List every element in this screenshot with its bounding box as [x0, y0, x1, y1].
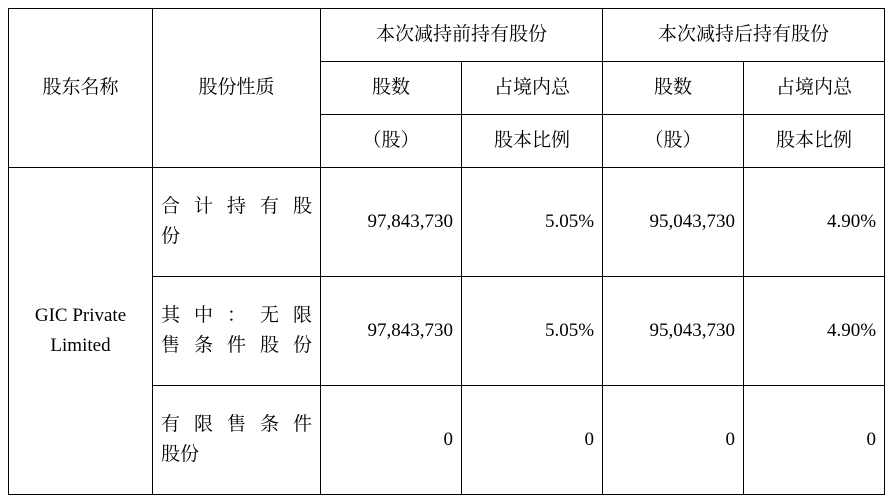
cell-before-shares-restricted: 0 [321, 386, 462, 495]
header-shareholder-name: 股东名称 [9, 9, 153, 168]
share-nature-unrestricted-line2: 售条件股份 [161, 335, 312, 356]
header-before-shares-count: 股数 [321, 62, 462, 115]
cell-after-shares-restricted: 0 [603, 386, 744, 495]
cell-shareholder-name [9, 168, 153, 495]
share-nature-restricted-line1: 有限售条件 [161, 414, 312, 435]
cell-after-shares-total: 95,043,730 [603, 168, 744, 277]
share-nature-unrestricted-line1: 其中：无限 [161, 305, 312, 326]
header-group-after: 本次减持后持有股份 [603, 9, 885, 62]
share-nature-total-line2: 份 [161, 226, 181, 247]
header-before-ratio-line2: 股本比例 [462, 115, 603, 168]
header-before-ratio-line1: 占境内总 [462, 62, 603, 115]
cell-before-ratio-unrestricted: 5.05% [462, 277, 603, 386]
header-group-before: 本次减持前持有股份 [321, 9, 603, 62]
header-after-ratio-line1: 占境内总 [744, 62, 885, 115]
cell-after-ratio-unrestricted: 4.90% [744, 277, 885, 386]
shareholding-change-table [8, 8, 885, 495]
cell-share-nature-restricted [153, 386, 321, 495]
cell-share-nature-total [153, 168, 321, 277]
cell-after-ratio-total: 4.90% [744, 168, 885, 277]
share-nature-total-line1: 合计持有股 [161, 196, 312, 217]
table-header-row-groups [9, 9, 885, 62]
share-nature-restricted-line2: 股份 [161, 444, 200, 465]
cell-before-shares-total: 97,843,730 [321, 168, 462, 277]
cell-before-ratio-total: 5.05% [462, 168, 603, 277]
cell-after-shares-unrestricted: 95,043,730 [603, 277, 744, 386]
header-after-shares-unit: （股） [603, 115, 744, 168]
cell-share-nature-unrestricted [153, 277, 321, 386]
header-after-ratio-line2: 股本比例 [744, 115, 885, 168]
header-after-shares-count: 股数 [603, 62, 744, 115]
header-before-shares-unit: （股） [321, 115, 462, 168]
header-share-nature: 股份性质 [153, 9, 321, 168]
cell-before-shares-unrestricted: 97,843,730 [321, 277, 462, 386]
cell-before-ratio-restricted: 0 [462, 386, 603, 495]
table-row [9, 168, 885, 277]
shareholder-name-line2: Limited [50, 335, 111, 356]
cell-after-ratio-restricted: 0 [744, 386, 885, 495]
shareholder-name-line1: GIC Private [34, 305, 127, 326]
